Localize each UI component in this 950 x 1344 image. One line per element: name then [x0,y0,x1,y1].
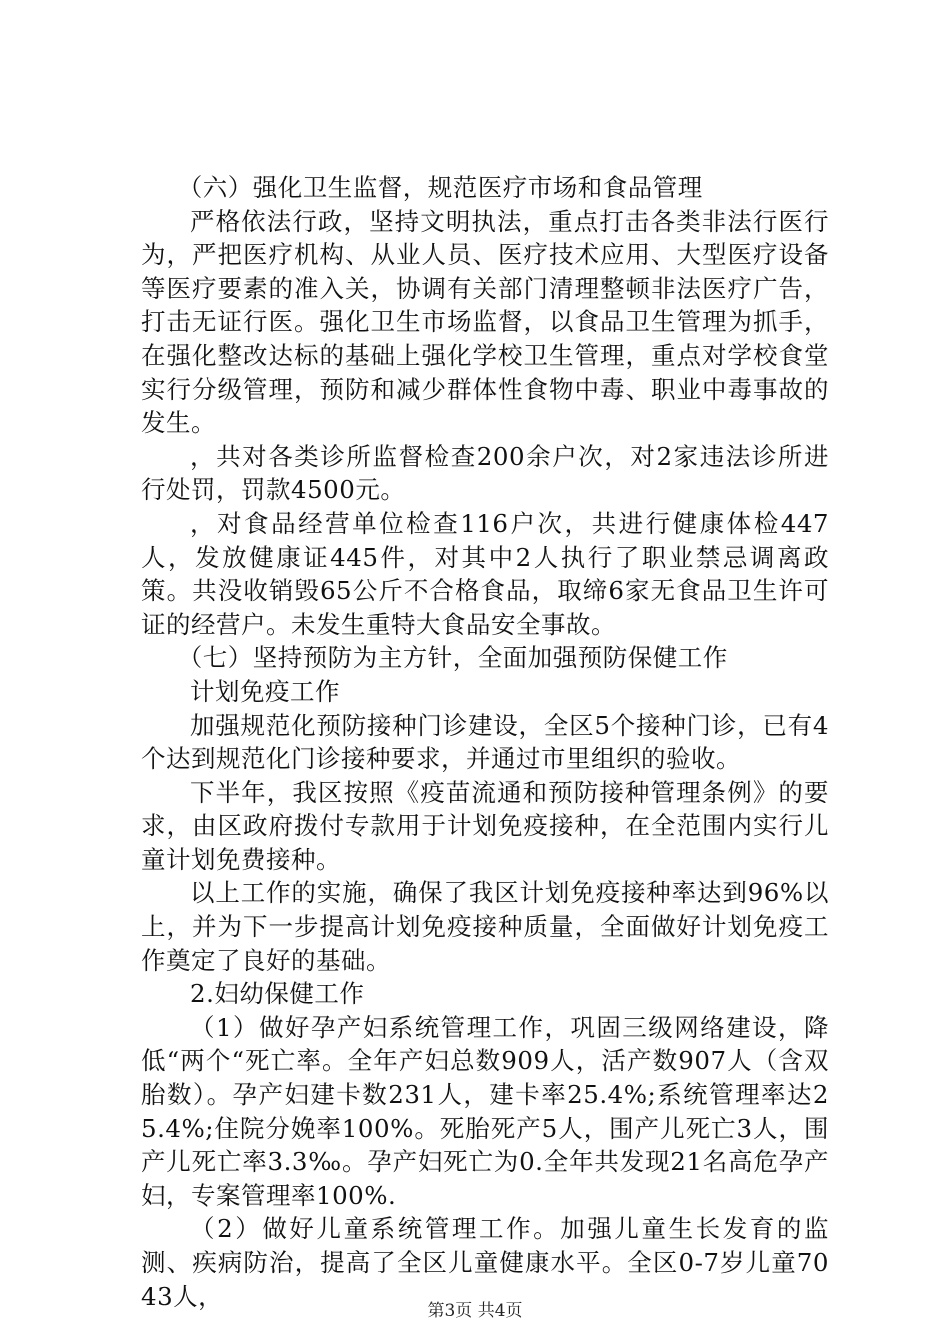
section-heading-6: （六）强化卫生监督，规范医疗市场和食品管理 [177,173,703,202]
paragraph-child-management: （2）做好儿童系统管理工作。加强儿童生长发育的监测、疾病防治，提高了全区儿童健康水平。全区0-7岁儿童7043人， [141,1214,829,1311]
section-heading-7: （七）坚持预防为主方针，全面加强预防保健工作 [177,643,728,673]
paragraph-food-inspection: ，对食品经营单位检查116户次，共进行健康体检447人，发放健康证445件，对其中2人执行了职业禁忌调离政策。共没收销毁65公斤不合格食品，取缔6家无食品卫生许可证的经营户。未发生重特大食品安全事故。 [141,508,829,639]
page-footer: 第3页 共4页 [427,1301,523,1321]
paragraph-immunization-rate: 以上工作的实施，确保了我区计划免疫接种率达到96%以上，并为下一步提高计划免疫接种质量，全面做好计划免疫工作奠定了良好的基础。 [141,878,829,975]
paragraph-supervision: 严格依法行政，坚持文明执法，重点打击各类非法行医行为，严把医疗机构、从业人员、医疗技术应用、大型医疗设备等医疗要素的准入关，协调有关部门清理整顿非法医疗广告，打击无证行医。强化卫生市场监督，以食品卫生管理为抓手，在强化整改达标的基础上强化学校卫生管理，重点对学校食堂实行分级管理，预防和减少群体性食物中毒、职业中毒事故的发生。 [141,206,829,438]
paragraph-maternal-management: （1）做好孕产妇系统管理工作，巩固三级网络建设，降低“两个“死亡率。全年产妇总数909人，活产数907人（含双胎数）。孕产妇建卡数231人，建卡率25.4%;系统管理率达25.4%;住院分娩率100%。死胎死产5人，围产儿死亡3人，围产儿死亡率3.3‰。孕产妇死亡为0.全年共发现21名高危孕产妇，专案管理率100%. [141,1012,829,1210]
subheading-maternal-child: 2.妇幼保健工作 [190,979,365,1009]
paragraph-vaccination-clinics: 加强规范化预防接种门诊建设，全区5个接种门诊，已有4个达到规范化门诊接种要求，并通过市里组织的验收。 [141,710,829,774]
document-body [141,171,829,1313]
paragraph-clinic-inspection: ，共对各类诊所监督检查200余户次，对2家违法诊所进行处罚，罚款4500元。 [141,441,829,505]
paragraph-free-vaccination: 下半年，我区按照《疫苗流通和预防接种管理条例》的要求，由区政府拨付专款用于计划免疫接种，在全范围内实行儿童计划免费接种。 [141,777,829,874]
subheading-immunization: 计划免疫工作 [190,676,340,706]
